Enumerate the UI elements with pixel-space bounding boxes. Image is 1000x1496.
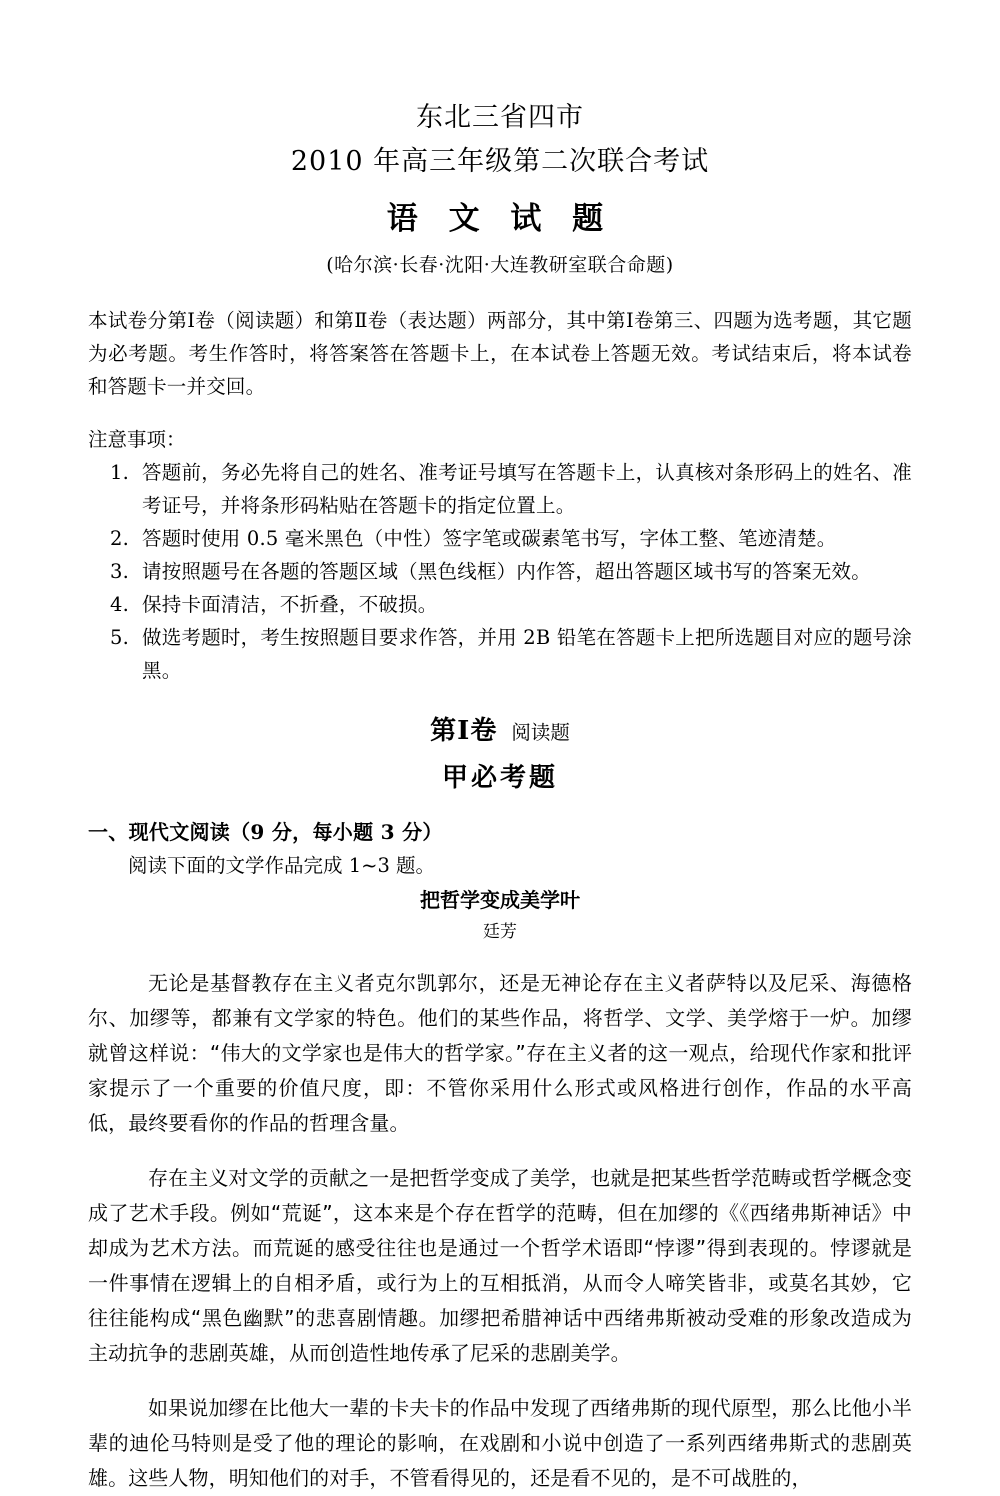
list-item bbox=[88, 588, 912, 621]
exam-instructions-paragraph: 本试卷分第Ⅰ卷（阅读题）和第Ⅱ卷（表达题）两部分，其中第Ⅰ卷第三、四题为选考题，其它题为必考题。考生作答时，将答案答在答题卡上，在本试卷上答题无效。考试结束后，将本试卷和答题卡一并交回。 bbox=[88, 309, 912, 398]
exam-name-title: 2010 年高三年级第二次联合考试 bbox=[290, 146, 710, 177]
notice-text: 保持卡面清洁，不折叠，不破损。 bbox=[142, 592, 438, 616]
passage-paragraph: 如果说加缪在比他大一辈的卡夫卡的作品中发现了西绪弗斯的现代原型，那么比他小半辈的迪伦马特则是受了他的理论的影响，在戏剧和小说中创造了一系列西绪弗斯式的悲剧英雄。这些人物，明知他们的对手，不管看得见的，还是看不见的，是不可战胜的， bbox=[88, 1395, 912, 1490]
notice-number: 4. bbox=[110, 592, 130, 616]
notice-number: 3. bbox=[110, 559, 130, 583]
notice-number: 5. bbox=[110, 625, 130, 649]
list-item bbox=[88, 621, 912, 687]
passage-author: 廷芳 bbox=[483, 921, 517, 942]
part-heading: 甲必考题 bbox=[441, 762, 558, 793]
exam-region-title: 东北三省四市 bbox=[416, 102, 584, 133]
notice-list bbox=[88, 456, 912, 687]
list-item bbox=[88, 522, 912, 555]
notice-text: 做选考题时，考生按照题目要求作答，并用 2B 铅笔在答题卡上把所选题目对应的题号涂黑。 bbox=[142, 625, 912, 682]
notice-number: 1. bbox=[110, 460, 130, 484]
exam-authoring-note: (哈尔滨·长春·沈阳·大连教研室联合命题) bbox=[326, 254, 674, 276]
question-section-subheading: 阅读下面的文学作品完成 1~3 题。 bbox=[128, 853, 436, 877]
passage-paragraph: 无论是基督教存在主义者克尔凯郭尔，还是无神论存在主义者萨特以及尼采、海德格尔、加缪等，都兼有文学家的特色。他们的某些作品，将哲学、文学、美学熔于一炉。加缪就曾这样说：“伟大的文学家也是伟大的哲学家。”存在主义者的这一观点，给现代作家和批评家提示了一个重要的价值尺度，即：不管你采用什么形式或风格进行创作，作品的水平高低，最终要看你的作品的哲理含量。 bbox=[88, 970, 912, 1135]
notice-number: 2. bbox=[110, 526, 130, 550]
question-section-heading: 一、现代文阅读（9 分，每小题 3 分） bbox=[88, 819, 443, 844]
notice-label: 注意事项： bbox=[88, 427, 186, 451]
notice-text: 答题时使用 0.5 毫米黑色（中性）签字笔或碳素笔书写，字体工整、笔迹清楚。 bbox=[142, 526, 837, 550]
passage-paragraph: 存在主义对文学的贡献之一是把哲学变成了美学，也就是把某些哲学范畴或哲学概念变成了艺术手段。例如“荒诞”，这本来是个存在哲学的范畴，但在加缪的《《西绪弗斯神话》中却成为艺术方法。而荒诞的感受往往也是通过一个哲学术语即“悖谬”得到表现的。悖谬就是一件事情在逻辑上的自相矛盾，或行为上的互相抵消，从而令人啼笑皆非，或莫名其妙，它往往能构成“黑色幽默”的悲喜剧情趣。加缪把希腊神话中西绪弗斯被动受难的形象改造成为主动抗争的悲剧英雄，从而创造性地传承了尼采的悲剧美学。 bbox=[88, 1165, 912, 1365]
notice-text: 答题前，务必先将自己的姓名、准考证号填写在答题卡上，认真核对条形码上的姓名、准考证号，并将条形码粘贴在答题卡的指定位置上。 bbox=[142, 460, 912, 517]
volume-subtitle: 阅读题 bbox=[511, 720, 570, 744]
list-item bbox=[88, 456, 912, 522]
list-item bbox=[88, 555, 912, 588]
exam-subject-title: 语 文 试 题 bbox=[386, 201, 614, 237]
volume-title: 第Ⅰ卷 bbox=[430, 715, 498, 746]
passage-title: 把哲学变成美学叶 bbox=[420, 887, 580, 912]
volume-heading bbox=[88, 709, 912, 756]
notice-text: 请按照题号在各题的答题区域（黑色线框）内作答，超出答题区域书写的答案无效。 bbox=[142, 559, 871, 583]
